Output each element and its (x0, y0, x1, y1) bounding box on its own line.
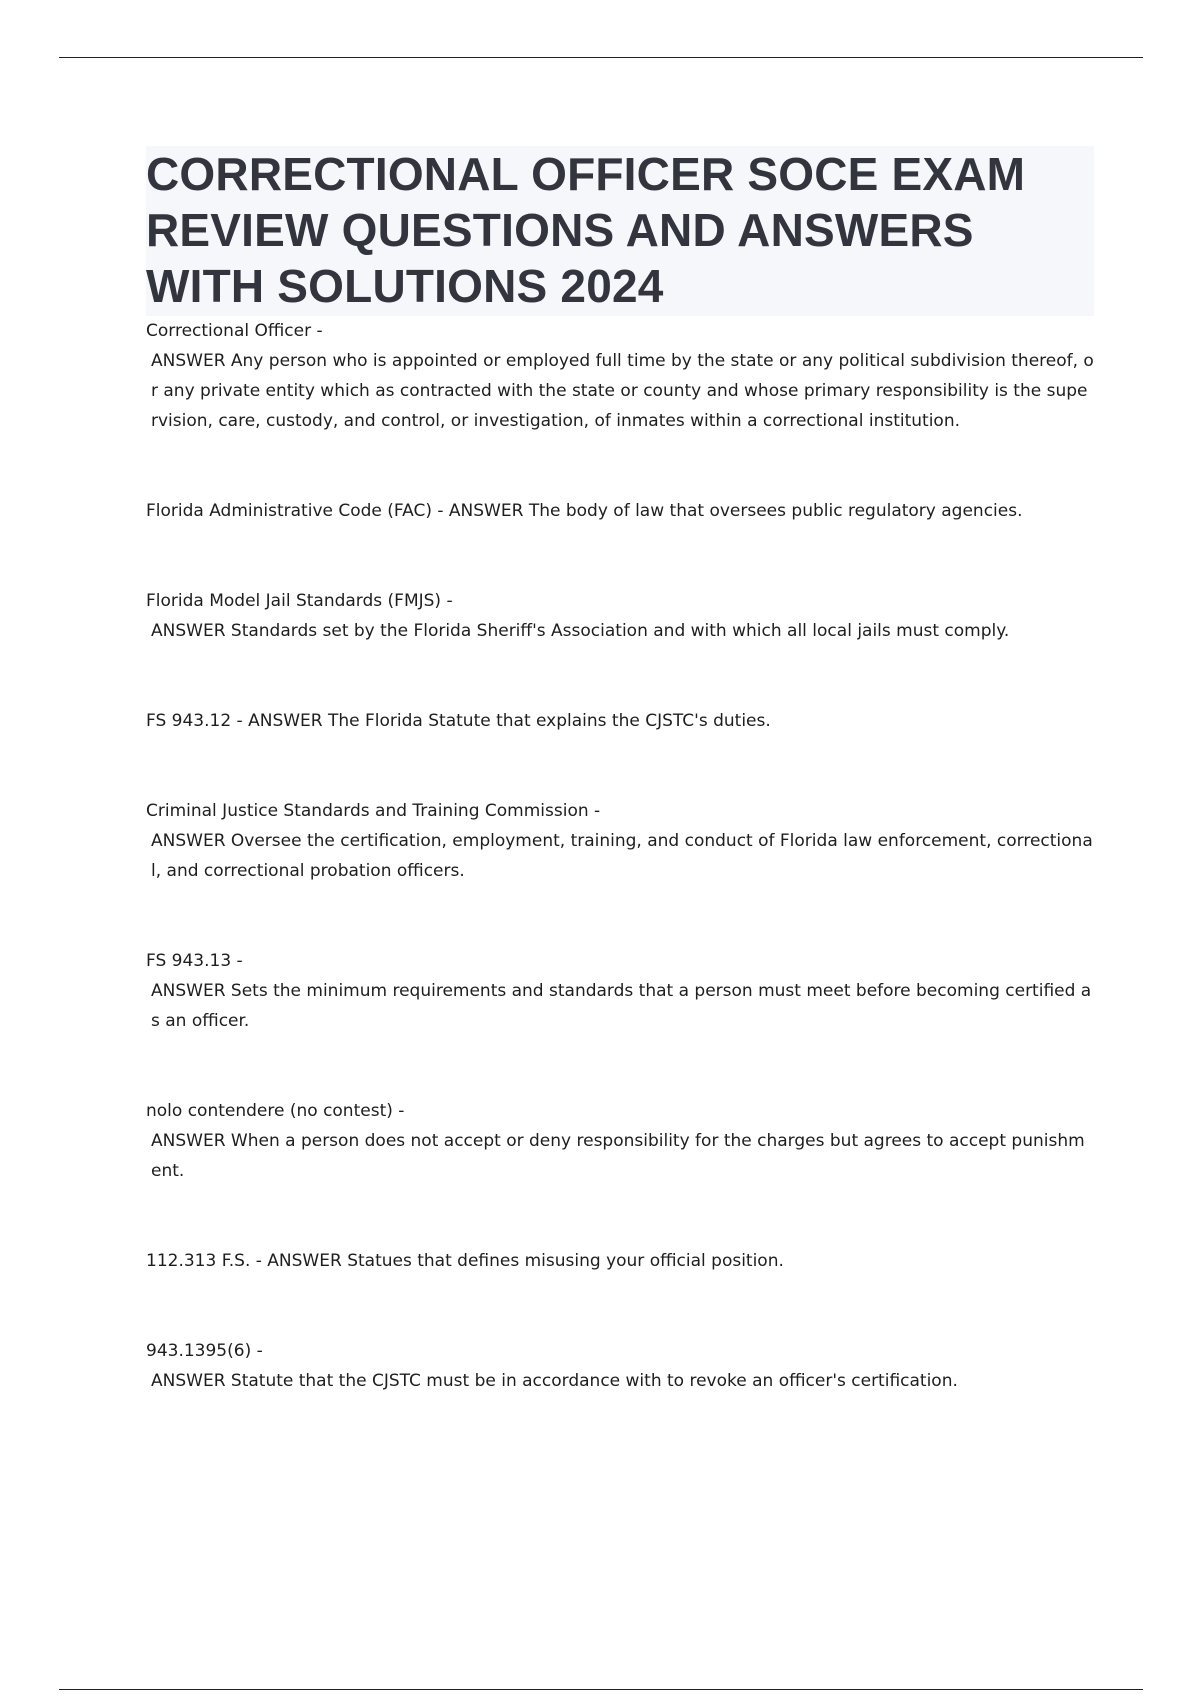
qa-answer: ANSWER Oversee the certification, employment, training, and conduct of Florida law enforcement, correctional, and correctional probation officers. (151, 831, 1093, 881)
qa-term: Florida Administrative Code (FAC) - ANSWER The body of law that oversees public regulatory agencies. (146, 501, 1023, 521)
qa-entry (146, 586, 1094, 646)
document-content (146, 146, 1094, 1396)
qa-term: nolo contendere (no contest) - (146, 1101, 405, 1121)
bottom-rule (59, 1689, 1143, 1690)
qa-term: Correctional Officer - (146, 321, 323, 341)
qa-answer: ANSWER When a person does not accept or deny responsibility for the charges but agrees to accept punishment. (151, 1131, 1085, 1181)
qa-entry (146, 496, 1094, 526)
qa-entry (146, 946, 1094, 1036)
qa-list (146, 316, 1094, 1396)
qa-answer: ANSWER Any person who is appointed or employed full time by the state or any political subdivision thereof, or any private entity which as contracted with the state or county and whose primary responsibility is the supervision, care, custody, and control, or investigation, of inmates within a correctional institution. (151, 351, 1094, 431)
qa-answer: ANSWER Standards set by the Florida Sheriff's Association and with which all local jails must comply. (151, 621, 1010, 641)
qa-entry (146, 1246, 1094, 1276)
qa-term: Criminal Justice Standards and Training Commission - (146, 801, 601, 821)
title-box (146, 146, 1094, 316)
qa-entry (146, 1096, 1094, 1186)
top-rule (59, 57, 1143, 58)
qa-term: 943.1395(6) - (146, 1341, 263, 1361)
qa-term: 112.313 F.S. - ANSWER Statues that defines misusing your official position. (146, 1251, 784, 1271)
qa-entry (146, 706, 1094, 736)
document-title: CORRECTIONAL OFFICER SOCE EXAM REVIEW QUESTIONS AND ANSWERS WITH SOLUTIONS 2024 (146, 148, 1026, 312)
qa-entry (146, 316, 1094, 436)
qa-entry (146, 1336, 1094, 1396)
qa-entry (146, 796, 1094, 886)
qa-term: Florida Model Jail Standards (FMJS) - (146, 591, 453, 611)
qa-term: FS 943.12 - ANSWER The Florida Statute that explains the CJSTC's duties. (146, 711, 771, 731)
qa-term: FS 943.13 - (146, 951, 243, 971)
qa-answer: ANSWER Sets the minimum requirements and standards that a person must meet before becoming certified as an officer. (151, 981, 1092, 1031)
qa-answer: ANSWER Statute that the CJSTC must be in accordance with to revoke an officer's certification. (151, 1371, 958, 1391)
